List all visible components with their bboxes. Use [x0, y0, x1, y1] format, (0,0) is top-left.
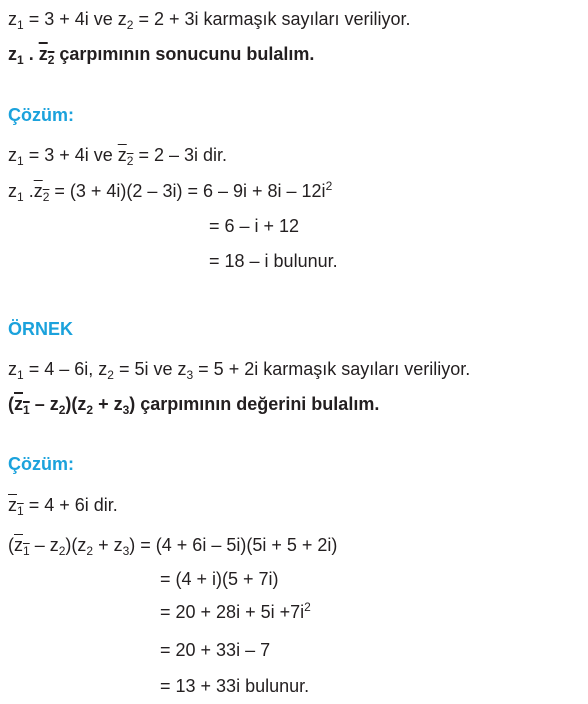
subscript: 2: [42, 190, 50, 204]
subscript: 2: [58, 403, 66, 417]
text: ) çarpımının değerini bulalım.: [129, 394, 380, 414]
text: ) = (4 + 6i – 5i)(5i + 5 + 2i): [129, 535, 338, 555]
subscript: 2: [126, 18, 134, 32]
subscript: 2: [58, 544, 66, 558]
var-z1: z: [8, 495, 17, 515]
text: + z: [93, 394, 123, 414]
text: – z: [29, 394, 59, 414]
solution2-line3: = (4 + i)(5 + 7i): [160, 569, 279, 589]
var-z1: z: [8, 44, 17, 64]
text: = 4 + 6i dir.: [23, 495, 118, 515]
text: = 5i ve: [113, 359, 178, 379]
subscript: 3: [122, 544, 130, 558]
var-z2: z: [117, 145, 127, 165]
solution2-line4: [160, 601, 311, 623]
text: = 4 – 6i,: [23, 359, 99, 379]
var-z3: z: [177, 359, 187, 379]
subscript: 1: [17, 53, 24, 67]
example2-heading: ÖRNEK: [8, 319, 74, 339]
subscript: 1: [17, 154, 24, 168]
example2-statement-line1: [8, 358, 470, 380]
subscript: 1: [23, 544, 30, 558]
var-z1-conjugate: [14, 535, 30, 558]
var-z1: z: [8, 359, 17, 379]
text: (: [8, 535, 14, 555]
text: – z: [29, 535, 59, 555]
solution2-line5: = 20 + 33i – 7: [160, 640, 271, 660]
subscript: 3: [186, 368, 194, 382]
example1-statement-line2: [8, 43, 314, 65]
var-z2: z: [38, 44, 48, 64]
subscript: 1: [17, 504, 24, 518]
text: = 2 + 3i karmaşık sayıları veriliyor.: [133, 9, 411, 29]
subscript: 2: [47, 53, 55, 67]
solution1-line4: = 18 – i bulunur.: [209, 251, 338, 271]
subscript: 2: [107, 368, 114, 382]
var-z1: z: [8, 9, 17, 29]
var-z2-conjugate: [117, 145, 134, 168]
text: (: [8, 394, 14, 414]
solution2-line1: [8, 494, 118, 516]
subscript: 2: [126, 154, 134, 168]
text: = 3 + 4i ve: [23, 9, 118, 29]
solution1-line2: [8, 180, 332, 202]
var-z1: z: [14, 535, 23, 555]
text: .: [23, 181, 34, 201]
text: = (3 + 4i)(2 – 3i) = 6 – 9i + 8i – 12i: [49, 181, 326, 201]
text: = 20 + 28i + 5i +7i: [160, 602, 305, 622]
var-z2: z: [33, 181, 43, 201]
text: )(z: [65, 535, 87, 555]
var-z1: z: [14, 394, 23, 414]
subscript: 2: [86, 403, 94, 417]
solution2-heading: Çözüm:: [8, 454, 74, 474]
subscript: 1: [17, 368, 24, 382]
text: çarpımının sonucunu bulalım.: [54, 44, 315, 64]
solution1-line3: = 6 – i + 12: [209, 216, 300, 236]
text: = 5 + 2i karmaşık sayıları veriliyor.: [193, 359, 471, 379]
superscript: 2: [304, 600, 311, 614]
text: )(z: [65, 394, 87, 414]
subscript: 2: [86, 544, 94, 558]
var-z2-conjugate: [33, 181, 50, 204]
text: = 2 – 3i dir.: [133, 145, 227, 165]
subscript: 1: [23, 403, 30, 417]
subscript: 3: [122, 403, 130, 417]
subscript: 1: [17, 190, 24, 204]
var-z1-conjugate: [8, 495, 24, 518]
text: = 3 + 4i ve: [23, 145, 118, 165]
var-z1-conjugate: [14, 394, 30, 417]
subscript: 1: [17, 18, 24, 32]
var-z1: z: [8, 181, 17, 201]
solution1-line1: [8, 144, 227, 166]
var-z2: z: [98, 359, 108, 379]
text: .: [23, 44, 39, 64]
superscript: 2: [325, 179, 333, 193]
example2-statement-line2: [8, 393, 379, 415]
var-z1: z: [8, 145, 17, 165]
solution2-line2: [8, 534, 337, 556]
var-z2: z: [117, 9, 127, 29]
solution1-heading: Çözüm:: [8, 105, 74, 125]
text: + z: [93, 535, 123, 555]
var-z2-conjugate: [38, 44, 55, 67]
solution2-line6: = 13 + 33i bulunur.: [160, 676, 310, 696]
example1-statement-line1: [8, 8, 411, 30]
